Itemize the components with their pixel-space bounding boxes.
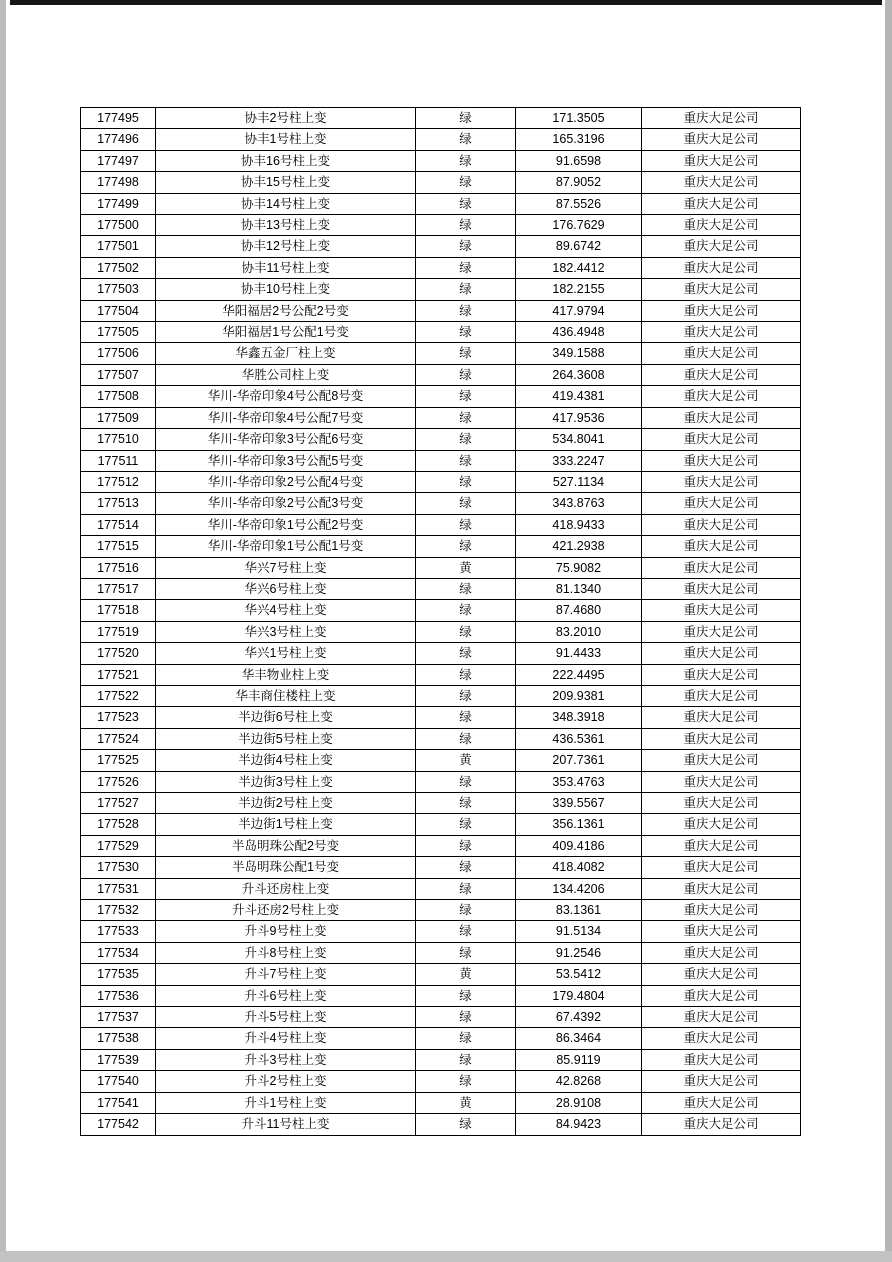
table-body bbox=[81, 108, 801, 1136]
cell-company: 重庆大足公司 bbox=[642, 1114, 801, 1135]
cell-id: 177516 bbox=[81, 557, 156, 578]
cell-id: 177536 bbox=[81, 985, 156, 1006]
cell-company: 重庆大足公司 bbox=[642, 964, 801, 985]
cell-id: 177499 bbox=[81, 193, 156, 214]
cell-name: 华兴4号柱上变 bbox=[156, 600, 416, 621]
cell-id: 177503 bbox=[81, 279, 156, 300]
cell-company: 重庆大足公司 bbox=[642, 685, 801, 706]
cell-status: 绿 bbox=[416, 707, 516, 728]
cell-id: 177526 bbox=[81, 771, 156, 792]
cell-status: 黄 bbox=[416, 1092, 516, 1113]
table-row bbox=[81, 150, 801, 171]
table-row bbox=[81, 343, 801, 364]
cell-status: 绿 bbox=[416, 215, 516, 236]
cell-name: 升斗还房2号柱上变 bbox=[156, 900, 416, 921]
cell-status: 绿 bbox=[416, 471, 516, 492]
table-row bbox=[81, 322, 801, 343]
cell-id: 177528 bbox=[81, 814, 156, 835]
scan-edge-right bbox=[885, 0, 892, 1262]
cell-company: 重庆大足公司 bbox=[642, 985, 801, 1006]
table-row bbox=[81, 664, 801, 685]
cell-status: 黄 bbox=[416, 750, 516, 771]
cell-value: 83.2010 bbox=[516, 621, 642, 642]
cell-status: 黄 bbox=[416, 557, 516, 578]
cell-status: 绿 bbox=[416, 857, 516, 878]
cell-company: 重庆大足公司 bbox=[642, 707, 801, 728]
table-row bbox=[81, 878, 801, 899]
cell-id: 177497 bbox=[81, 150, 156, 171]
cell-status: 绿 bbox=[416, 900, 516, 921]
cell-status: 绿 bbox=[416, 407, 516, 428]
table-row bbox=[81, 685, 801, 706]
cell-status: 绿 bbox=[416, 129, 516, 150]
table-row bbox=[81, 1007, 801, 1028]
cell-value: 417.9536 bbox=[516, 407, 642, 428]
cell-id: 177519 bbox=[81, 621, 156, 642]
cell-status: 绿 bbox=[416, 108, 516, 129]
cell-value: 349.1588 bbox=[516, 343, 642, 364]
transformer-table bbox=[80, 107, 801, 1136]
cell-name: 华川-华帝印象1号公配1号变 bbox=[156, 536, 416, 557]
scan-edge-left bbox=[0, 0, 6, 1262]
table-row bbox=[81, 942, 801, 963]
cell-id: 177498 bbox=[81, 172, 156, 193]
cell-status: 绿 bbox=[416, 728, 516, 749]
cell-company: 重庆大足公司 bbox=[642, 728, 801, 749]
cell-id: 177495 bbox=[81, 108, 156, 129]
cell-id: 177511 bbox=[81, 450, 156, 471]
table-row bbox=[81, 750, 801, 771]
cell-id: 177509 bbox=[81, 407, 156, 428]
cell-status: 黄 bbox=[416, 964, 516, 985]
cell-name: 华阳福居1号公配1号变 bbox=[156, 322, 416, 343]
cell-value: 91.6598 bbox=[516, 150, 642, 171]
cell-company: 重庆大足公司 bbox=[642, 664, 801, 685]
cell-name: 协丰13号柱上变 bbox=[156, 215, 416, 236]
cell-company: 重庆大足公司 bbox=[642, 236, 801, 257]
cell-value: 83.1361 bbox=[516, 900, 642, 921]
cell-company: 重庆大足公司 bbox=[642, 215, 801, 236]
table-row bbox=[81, 536, 801, 557]
cell-name: 半边街2号柱上变 bbox=[156, 793, 416, 814]
cell-company: 重庆大足公司 bbox=[642, 300, 801, 321]
cell-value: 182.4412 bbox=[516, 257, 642, 278]
cell-company: 重庆大足公司 bbox=[642, 942, 801, 963]
cell-company: 重庆大足公司 bbox=[642, 1007, 801, 1028]
cell-name: 华兴3号柱上变 bbox=[156, 621, 416, 642]
cell-company: 重庆大足公司 bbox=[642, 900, 801, 921]
cell-name: 华川-华帝印象2号公配4号变 bbox=[156, 471, 416, 492]
cell-value: 222.4495 bbox=[516, 664, 642, 685]
cell-company: 重庆大足公司 bbox=[642, 322, 801, 343]
cell-status: 绿 bbox=[416, 921, 516, 942]
cell-name: 升斗3号柱上变 bbox=[156, 1049, 416, 1070]
cell-company: 重庆大足公司 bbox=[642, 921, 801, 942]
cell-company: 重庆大足公司 bbox=[642, 493, 801, 514]
table-row bbox=[81, 771, 801, 792]
cell-name: 协丰15号柱上变 bbox=[156, 172, 416, 193]
cell-status: 绿 bbox=[416, 793, 516, 814]
cell-status: 绿 bbox=[416, 536, 516, 557]
cell-status: 绿 bbox=[416, 771, 516, 792]
cell-value: 418.9433 bbox=[516, 514, 642, 535]
cell-company: 重庆大足公司 bbox=[642, 643, 801, 664]
cell-status: 绿 bbox=[416, 279, 516, 300]
cell-value: 176.7629 bbox=[516, 215, 642, 236]
cell-value: 436.5361 bbox=[516, 728, 642, 749]
cell-name: 升斗还房柱上变 bbox=[156, 878, 416, 899]
cell-company: 重庆大足公司 bbox=[642, 771, 801, 792]
cell-id: 177537 bbox=[81, 1007, 156, 1028]
table-row bbox=[81, 1092, 801, 1113]
scan-edge-bottom bbox=[0, 1251, 892, 1262]
cell-status: 绿 bbox=[416, 600, 516, 621]
cell-id: 177514 bbox=[81, 514, 156, 535]
table-row bbox=[81, 108, 801, 129]
cell-status: 绿 bbox=[416, 343, 516, 364]
cell-value: 207.7361 bbox=[516, 750, 642, 771]
table-row bbox=[81, 471, 801, 492]
cell-id: 177513 bbox=[81, 493, 156, 514]
cell-company: 重庆大足公司 bbox=[642, 814, 801, 835]
cell-id: 177517 bbox=[81, 578, 156, 599]
cell-company: 重庆大足公司 bbox=[642, 108, 801, 129]
cell-value: 409.4186 bbox=[516, 835, 642, 856]
cell-name: 协丰14号柱上变 bbox=[156, 193, 416, 214]
cell-company: 重庆大足公司 bbox=[642, 150, 801, 171]
cell-name: 半边街5号柱上变 bbox=[156, 728, 416, 749]
cell-company: 重庆大足公司 bbox=[642, 857, 801, 878]
cell-value: 165.3196 bbox=[516, 129, 642, 150]
table-row bbox=[81, 985, 801, 1006]
cell-value: 53.5412 bbox=[516, 964, 642, 985]
cell-value: 91.4433 bbox=[516, 643, 642, 664]
cell-name: 华兴6号柱上变 bbox=[156, 578, 416, 599]
cell-id: 177521 bbox=[81, 664, 156, 685]
cell-value: 209.9381 bbox=[516, 685, 642, 706]
table-row bbox=[81, 921, 801, 942]
cell-status: 绿 bbox=[416, 578, 516, 599]
cell-company: 重庆大足公司 bbox=[642, 193, 801, 214]
cell-value: 171.3505 bbox=[516, 108, 642, 129]
cell-company: 重庆大足公司 bbox=[642, 343, 801, 364]
cell-id: 177530 bbox=[81, 857, 156, 878]
cell-name: 升斗8号柱上变 bbox=[156, 942, 416, 963]
table-row bbox=[81, 835, 801, 856]
cell-status: 绿 bbox=[416, 685, 516, 706]
cell-id: 177522 bbox=[81, 685, 156, 706]
cell-company: 重庆大足公司 bbox=[642, 172, 801, 193]
cell-value: 348.3918 bbox=[516, 707, 642, 728]
cell-company: 重庆大足公司 bbox=[642, 129, 801, 150]
table-row bbox=[81, 129, 801, 150]
cell-name: 华兴1号柱上变 bbox=[156, 643, 416, 664]
cell-status: 绿 bbox=[416, 985, 516, 1006]
table-row bbox=[81, 1071, 801, 1092]
cell-status: 绿 bbox=[416, 257, 516, 278]
cell-value: 343.8763 bbox=[516, 493, 642, 514]
cell-name: 半边街1号柱上变 bbox=[156, 814, 416, 835]
table-row bbox=[81, 514, 801, 535]
cell-status: 绿 bbox=[416, 514, 516, 535]
cell-name: 协丰11号柱上变 bbox=[156, 257, 416, 278]
cell-name: 协丰2号柱上变 bbox=[156, 108, 416, 129]
cell-company: 重庆大足公司 bbox=[642, 450, 801, 471]
cell-company: 重庆大足公司 bbox=[642, 429, 801, 450]
cell-name: 华川-华帝印象2号公配3号变 bbox=[156, 493, 416, 514]
cell-value: 534.8041 bbox=[516, 429, 642, 450]
cell-name: 华川-华帝印象4号公配7号变 bbox=[156, 407, 416, 428]
cell-id: 177502 bbox=[81, 257, 156, 278]
table-row bbox=[81, 407, 801, 428]
cell-id: 177515 bbox=[81, 536, 156, 557]
table-row bbox=[81, 857, 801, 878]
cell-name: 华川-华帝印象3号公配6号变 bbox=[156, 429, 416, 450]
table-row bbox=[81, 578, 801, 599]
cell-name: 升斗1号柱上变 bbox=[156, 1092, 416, 1113]
cell-status: 绿 bbox=[416, 1049, 516, 1070]
cell-id: 177508 bbox=[81, 386, 156, 407]
cell-status: 绿 bbox=[416, 878, 516, 899]
cell-status: 绿 bbox=[416, 450, 516, 471]
cell-name: 半边街4号柱上变 bbox=[156, 750, 416, 771]
cell-value: 87.9052 bbox=[516, 172, 642, 193]
cell-name: 升斗11号柱上变 bbox=[156, 1114, 416, 1135]
cell-name: 半边街3号柱上变 bbox=[156, 771, 416, 792]
cell-id: 177496 bbox=[81, 129, 156, 150]
cell-status: 绿 bbox=[416, 1114, 516, 1135]
table-row bbox=[81, 1028, 801, 1049]
cell-name: 协丰12号柱上变 bbox=[156, 236, 416, 257]
cell-id: 177529 bbox=[81, 835, 156, 856]
cell-id: 177539 bbox=[81, 1049, 156, 1070]
cell-value: 84.9423 bbox=[516, 1114, 642, 1135]
table-row bbox=[81, 172, 801, 193]
cell-name: 升斗2号柱上变 bbox=[156, 1071, 416, 1092]
cell-status: 绿 bbox=[416, 942, 516, 963]
cell-id: 177541 bbox=[81, 1092, 156, 1113]
cell-value: 87.4680 bbox=[516, 600, 642, 621]
cell-company: 重庆大足公司 bbox=[642, 386, 801, 407]
cell-value: 421.2938 bbox=[516, 536, 642, 557]
table-row bbox=[81, 728, 801, 749]
cell-name: 协丰10号柱上变 bbox=[156, 279, 416, 300]
cell-name: 半岛明珠公配1号变 bbox=[156, 857, 416, 878]
cell-status: 绿 bbox=[416, 364, 516, 385]
cell-id: 177534 bbox=[81, 942, 156, 963]
cell-status: 绿 bbox=[416, 643, 516, 664]
table-row bbox=[81, 621, 801, 642]
table-row bbox=[81, 707, 801, 728]
cell-value: 85.9119 bbox=[516, 1049, 642, 1070]
cell-value: 264.3608 bbox=[516, 364, 642, 385]
cell-company: 重庆大足公司 bbox=[642, 536, 801, 557]
cell-id: 177527 bbox=[81, 793, 156, 814]
cell-id: 177524 bbox=[81, 728, 156, 749]
cell-value: 417.9794 bbox=[516, 300, 642, 321]
cell-value: 87.5526 bbox=[516, 193, 642, 214]
cell-value: 436.4948 bbox=[516, 322, 642, 343]
table-row bbox=[81, 364, 801, 385]
cell-id: 177535 bbox=[81, 964, 156, 985]
cell-value: 418.4082 bbox=[516, 857, 642, 878]
cell-status: 绿 bbox=[416, 172, 516, 193]
cell-name: 华鑫五金厂柱上变 bbox=[156, 343, 416, 364]
cell-value: 182.2155 bbox=[516, 279, 642, 300]
cell-name: 华兴7号柱上变 bbox=[156, 557, 416, 578]
cell-value: 353.4763 bbox=[516, 771, 642, 792]
cell-company: 重庆大足公司 bbox=[642, 557, 801, 578]
cell-id: 177518 bbox=[81, 600, 156, 621]
cell-id: 177532 bbox=[81, 900, 156, 921]
cell-company: 重庆大足公司 bbox=[642, 1092, 801, 1113]
cell-company: 重庆大足公司 bbox=[642, 364, 801, 385]
cell-name: 华胜公司柱上变 bbox=[156, 364, 416, 385]
table-row bbox=[81, 793, 801, 814]
cell-name: 协丰1号柱上变 bbox=[156, 129, 416, 150]
cell-company: 重庆大足公司 bbox=[642, 407, 801, 428]
cell-company: 重庆大足公司 bbox=[642, 1049, 801, 1070]
cell-company: 重庆大足公司 bbox=[642, 257, 801, 278]
cell-status: 绿 bbox=[416, 664, 516, 685]
cell-name: 升斗7号柱上变 bbox=[156, 964, 416, 985]
cell-value: 419.4381 bbox=[516, 386, 642, 407]
table-row bbox=[81, 257, 801, 278]
cell-value: 91.5134 bbox=[516, 921, 642, 942]
cell-company: 重庆大足公司 bbox=[642, 750, 801, 771]
cell-value: 75.9082 bbox=[516, 557, 642, 578]
table-row bbox=[81, 215, 801, 236]
scan-edge-top bbox=[10, 0, 882, 5]
cell-value: 28.9108 bbox=[516, 1092, 642, 1113]
cell-status: 绿 bbox=[416, 322, 516, 343]
cell-name: 升斗9号柱上变 bbox=[156, 921, 416, 942]
cell-id: 177501 bbox=[81, 236, 156, 257]
cell-company: 重庆大足公司 bbox=[642, 878, 801, 899]
cell-id: 177538 bbox=[81, 1028, 156, 1049]
cell-status: 绿 bbox=[416, 493, 516, 514]
cell-name: 协丰16号柱上变 bbox=[156, 150, 416, 171]
cell-company: 重庆大足公司 bbox=[642, 621, 801, 642]
cell-company: 重庆大足公司 bbox=[642, 514, 801, 535]
table-row bbox=[81, 1114, 801, 1135]
cell-status: 绿 bbox=[416, 814, 516, 835]
cell-company: 重庆大足公司 bbox=[642, 471, 801, 492]
cell-name: 半岛明珠公配2号变 bbox=[156, 835, 416, 856]
table-row bbox=[81, 386, 801, 407]
cell-value: 356.1361 bbox=[516, 814, 642, 835]
cell-id: 177523 bbox=[81, 707, 156, 728]
cell-name: 升斗6号柱上变 bbox=[156, 985, 416, 1006]
cell-status: 绿 bbox=[416, 621, 516, 642]
cell-value: 333.2247 bbox=[516, 450, 642, 471]
cell-id: 177506 bbox=[81, 343, 156, 364]
cell-name: 华阳福居2号公配2号变 bbox=[156, 300, 416, 321]
cell-value: 81.1340 bbox=[516, 578, 642, 599]
cell-name: 升斗5号柱上变 bbox=[156, 1007, 416, 1028]
cell-id: 177505 bbox=[81, 322, 156, 343]
table-row bbox=[81, 557, 801, 578]
cell-value: 67.4392 bbox=[516, 1007, 642, 1028]
cell-name: 华川-华帝印象1号公配2号变 bbox=[156, 514, 416, 535]
cell-id: 177510 bbox=[81, 429, 156, 450]
cell-value: 179.4804 bbox=[516, 985, 642, 1006]
cell-id: 177500 bbox=[81, 215, 156, 236]
cell-value: 89.6742 bbox=[516, 236, 642, 257]
cell-company: 重庆大足公司 bbox=[642, 1028, 801, 1049]
cell-status: 绿 bbox=[416, 236, 516, 257]
table-row bbox=[81, 964, 801, 985]
table-row bbox=[81, 814, 801, 835]
cell-value: 339.5567 bbox=[516, 793, 642, 814]
cell-status: 绿 bbox=[416, 1071, 516, 1092]
cell-value: 42.8268 bbox=[516, 1071, 642, 1092]
table-row bbox=[81, 279, 801, 300]
table-row bbox=[81, 900, 801, 921]
table-row bbox=[81, 1049, 801, 1070]
cell-name: 华丰物业柱上变 bbox=[156, 664, 416, 685]
cell-id: 177533 bbox=[81, 921, 156, 942]
cell-company: 重庆大足公司 bbox=[642, 1071, 801, 1092]
cell-id: 177504 bbox=[81, 300, 156, 321]
cell-id: 177507 bbox=[81, 364, 156, 385]
table-row bbox=[81, 429, 801, 450]
cell-company: 重庆大足公司 bbox=[642, 793, 801, 814]
cell-id: 177525 bbox=[81, 750, 156, 771]
cell-status: 绿 bbox=[416, 1007, 516, 1028]
table-row bbox=[81, 493, 801, 514]
cell-name: 华川-华帝印象4号公配8号变 bbox=[156, 386, 416, 407]
cell-status: 绿 bbox=[416, 300, 516, 321]
table-row bbox=[81, 193, 801, 214]
cell-status: 绿 bbox=[416, 386, 516, 407]
cell-id: 177520 bbox=[81, 643, 156, 664]
cell-value: 527.1134 bbox=[516, 471, 642, 492]
cell-value: 91.2546 bbox=[516, 942, 642, 963]
cell-id: 177542 bbox=[81, 1114, 156, 1135]
cell-status: 绿 bbox=[416, 150, 516, 171]
cell-name: 半边街6号柱上变 bbox=[156, 707, 416, 728]
cell-company: 重庆大足公司 bbox=[642, 835, 801, 856]
cell-status: 绿 bbox=[416, 193, 516, 214]
cell-id: 177540 bbox=[81, 1071, 156, 1092]
cell-company: 重庆大足公司 bbox=[642, 279, 801, 300]
cell-value: 134.4206 bbox=[516, 878, 642, 899]
cell-id: 177531 bbox=[81, 878, 156, 899]
table-row bbox=[81, 300, 801, 321]
cell-company: 重庆大足公司 bbox=[642, 600, 801, 621]
cell-status: 绿 bbox=[416, 429, 516, 450]
table-row bbox=[81, 600, 801, 621]
table-row bbox=[81, 236, 801, 257]
cell-value: 86.3464 bbox=[516, 1028, 642, 1049]
cell-status: 绿 bbox=[416, 835, 516, 856]
cell-id: 177512 bbox=[81, 471, 156, 492]
cell-name: 华川-华帝印象3号公配5号变 bbox=[156, 450, 416, 471]
table-row bbox=[81, 643, 801, 664]
cell-name: 华丰商住楼柱上变 bbox=[156, 685, 416, 706]
cell-status: 绿 bbox=[416, 1028, 516, 1049]
table-row bbox=[81, 450, 801, 471]
cell-name: 升斗4号柱上变 bbox=[156, 1028, 416, 1049]
cell-company: 重庆大足公司 bbox=[642, 578, 801, 599]
